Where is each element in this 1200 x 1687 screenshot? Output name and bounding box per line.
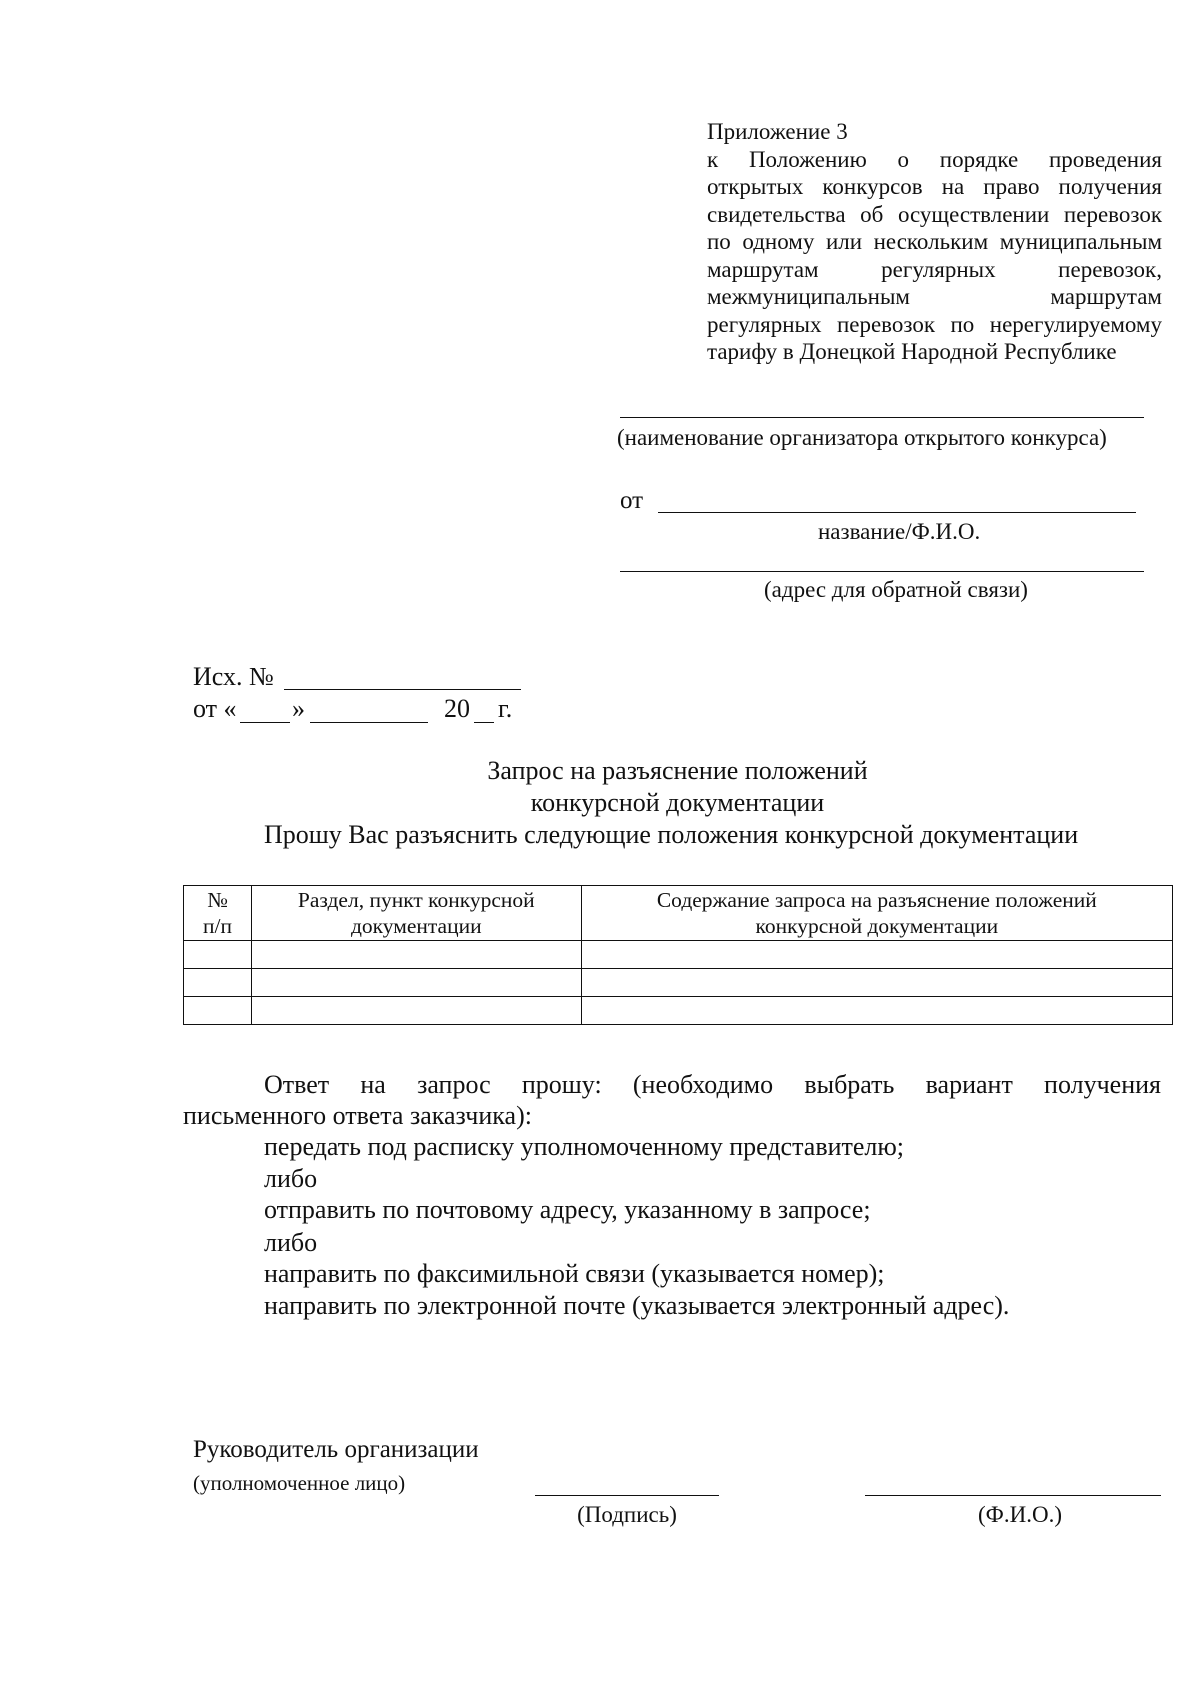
- year-suffix: г.: [498, 694, 513, 723]
- table-cell: [251, 997, 581, 1025]
- header-content-line1: Содержание запроса на разъяснение положений: [656, 888, 1097, 912]
- answer-option: передать под расписку уполномоченному представителю;: [264, 1132, 905, 1161]
- table-cell: [184, 997, 252, 1025]
- address-caption: (адрес для обратной связи): [764, 577, 1028, 602]
- appendix-line: тарифу в Донецкой Народной Республике: [707, 339, 1117, 364]
- table-row: [184, 969, 1173, 997]
- year-label: 20: [444, 694, 470, 723]
- date-day-line: [240, 722, 290, 723]
- request-title-line1: Запрос на разъяснение положений: [487, 756, 868, 785]
- header-section-line2: документации: [350, 914, 482, 938]
- header-number-line2: п/п: [202, 914, 232, 938]
- fio-caption: (Ф.И.О.): [978, 1502, 1062, 1527]
- signatory-role: Руководитель организации: [193, 1436, 479, 1463]
- table-cell: [581, 969, 1172, 997]
- organizer-name-line: [620, 417, 1144, 418]
- address-line: [620, 571, 1144, 572]
- name-caption: название/Ф.И.О.: [818, 519, 981, 544]
- signatory-role-note: (уполномоченное лицо): [193, 1471, 406, 1495]
- signature-caption: (Подпись): [577, 1502, 677, 1527]
- header-content-line2: конкурсной документации: [755, 914, 999, 938]
- appendix-line: маршрутам регулярных перевозок,: [707, 256, 1162, 282]
- table-row: [184, 941, 1173, 969]
- appendix-title: Приложение 3: [707, 119, 848, 144]
- table-row: [184, 997, 1173, 1025]
- date-mid: »: [292, 694, 305, 723]
- outgoing-number-line: [284, 689, 521, 690]
- table-cell: [184, 969, 252, 997]
- answer-option: либо: [264, 1228, 318, 1257]
- header-content: [581, 886, 1172, 941]
- request-intro: Прошу Вас разъяснить следующие положения конкурсной документации: [264, 820, 1079, 849]
- request-table: [183, 885, 1173, 1025]
- table-cell: [251, 941, 581, 969]
- date-month-line: [310, 722, 428, 723]
- signature-line: [535, 1495, 719, 1496]
- appendix-line: к Положению о порядке проведения: [707, 146, 1162, 172]
- appendix-line: свидетельства об осуществлении перевозок: [707, 201, 1162, 227]
- table-cell: [251, 969, 581, 997]
- appendix-line: межмуниципальным маршрутам: [707, 284, 1162, 309]
- header-number-line1: №: [207, 888, 228, 912]
- appendix-line: по одному или нескольким муниципальным: [707, 229, 1162, 254]
- answer-option: отправить по почтовому адресу, указанному в запросе;: [264, 1195, 871, 1224]
- outgoing-number-label: Исх. №: [193, 662, 274, 691]
- table-header-row: [184, 886, 1173, 941]
- header-section-line1: Раздел, пункт конкурсной: [297, 888, 535, 912]
- organizer-caption: (наименование организатора открытого конкурса): [617, 425, 1107, 450]
- appendix-block: [707, 118, 1162, 366]
- date-prefix: от «: [193, 694, 237, 723]
- appendix-line: регулярных перевозок по нерегулируемому: [707, 311, 1162, 337]
- request-title-line2: конкурсной документации: [530, 788, 825, 817]
- answer-line2: письменного ответа заказчика):: [183, 1101, 532, 1130]
- answer-option: направить по электронной почте (указывается электронный адрес).: [264, 1291, 1010, 1320]
- table-cell: [581, 997, 1172, 1025]
- header-number: [184, 886, 252, 941]
- from-prefix: от: [620, 487, 644, 514]
- answer-line1: Ответ на запрос прошу: (необходимо выбрать вариант получения: [264, 1070, 1161, 1099]
- from-name-line: [658, 512, 1136, 513]
- appendix-line: открытых конкурсов на право получения: [707, 174, 1162, 199]
- fio-line: [865, 1495, 1161, 1496]
- answer-option: либо: [264, 1164, 318, 1193]
- table-cell: [184, 941, 252, 969]
- year-line: [474, 722, 494, 723]
- table-cell: [581, 941, 1172, 969]
- answer-option: направить по факсимильной связи (указывается номер);: [264, 1259, 885, 1288]
- header-section: [251, 886, 581, 941]
